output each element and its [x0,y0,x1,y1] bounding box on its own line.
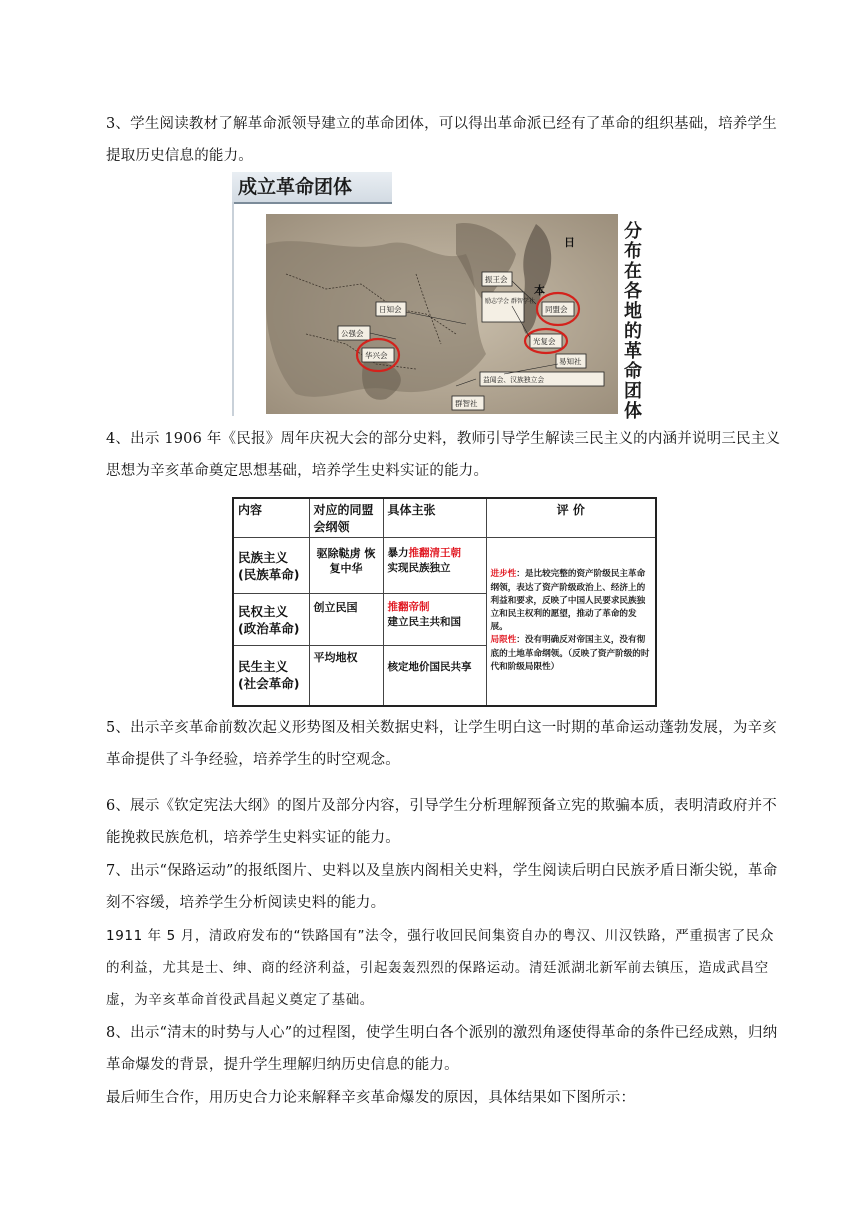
header-content: 内容 [233,498,309,538]
row2-claim: 推翻帝制 建立民主共和国 [383,594,486,646]
evaluation-cell [486,538,656,706]
header-evaluation: 评 价 [486,498,656,538]
limit-text: ：没有明确反对帝国主义，没有彻底的土地革命纲领。（反映了资产阶级的时代和阶级局限性） [490,635,650,672]
label-tongmeng: 同盟会 [545,305,568,314]
header-program: 对应的同盟会纲领 [309,498,383,538]
label-lizhi: 励志学会 群智学社 [485,298,535,305]
row3-content: 民生主义(社会革命) [233,646,309,706]
label-gongqiang: 公强会 [341,329,364,338]
paragraph-5: 5、出示辛亥革命前数次起义形势图及相关数据史料，让学生明白这一时期的革命运动蓬勃发展，为辛亥革命提供了斗争经验，培养学生的时空观念。 [106,720,777,768]
map-image [266,214,618,414]
row2-program: 创立民国 [309,594,383,646]
row1-content: 民族主义(民族革命) [233,538,309,594]
paragraph-8: 8、出示“清末的时势与人心”的过程图，使学生明白各个派别的激烈角逐使得革命的条件已经成熟，归纳革命爆发的背景，提升学生理解归纳历史信息的能力。 [106,1025,778,1073]
paragraph-conclusion: 最后师生合作，用历史合力论来解释辛亥革命爆发的原因，具体结果如下图所示： [106,1090,636,1106]
quoted-source-paragraph: 1911 年 5 月，清政府发布的“铁路国有”法令，强行收回民间集资自办的粤汉、川汉铁路，严重损害了民众的利益，尤其是士、绅、商的经济利益，引起轰轰烈烈的保路运动。清廷派湖北新军前去镇压，造成武昌空虚，为辛亥革命首役武昌起义奠定了基础。 [106,928,775,1008]
map-figure-title: 成立革命团体 [232,172,392,204]
three-principles-table [232,497,657,707]
label-huaxing: 华兴会 [365,351,388,360]
row3-claim: 核定地价国民共享 [383,646,486,706]
label-rizhi: 日知会 [379,305,402,314]
label-yixin: 易知社 [559,357,582,366]
row1-program: 驱除鞑虏 恢复中华 [309,538,383,594]
row2-content: 民权主义(政治革命) [233,594,309,646]
paragraph-4: 4、出示 1906 年《民报》周年庆祝大会的部分史料，教师引导学生解读三民主义的内涵并说明三民主义思想为辛亥革命奠定思想基础，培养学生史料实证的能力。 [106,431,781,479]
progress-tag: 进步性 [490,569,517,580]
progress-text: ：是比较完整的资产阶级民主革命纲领，表达了资产阶级政治上、经济上的利益和要求，反映了中国人民要求民族独立和民主权利的愿望，推动了革命的发展。 [490,569,646,633]
label-qunzhi: 群智社 [455,399,478,408]
label-ben: 本 [534,284,545,297]
row3-program: 平均地权 [309,646,383,706]
paragraph-7: 7、出示“保路运动”的报纸图片、史料以及皇族内阁相关史料，学生阅读后明白民族矛盾日渐尖锐，革命刻不容缓，培养学生分析阅读史料的能力。 [106,863,778,911]
row1-claim: 暴力推翻清王朝 实现民族独立 [383,538,486,594]
label-guangfu: 光复会 [533,337,556,346]
map-divider [232,202,234,416]
header-claim: 具体主张 [383,498,486,538]
paragraph-3: 3、学生阅读教材了解革命派领导建立的革命团体，可以得出革命派已经有了革命的组织基础，培养学生提取历史信息的能力。 [106,116,777,164]
limit-tag: 局限性 [490,635,517,646]
map-vertical-caption: 分布在各地的革命团体 [624,221,642,422]
label-yiwen: 益闻会、汉族独立会 [483,376,545,384]
revolutionary-groups-map-figure [232,172,650,422]
label-ri: 日 [564,236,575,249]
label-zhenwang: 振王会 [485,275,508,284]
paragraph-6: 6、展示《钦定宪法大纲》的图片及部分内容，引导学生分析理解预备立宪的欺骗本质，表明清政府并不能挽救民族危机，培养学生史料实证的能力。 [106,798,777,846]
